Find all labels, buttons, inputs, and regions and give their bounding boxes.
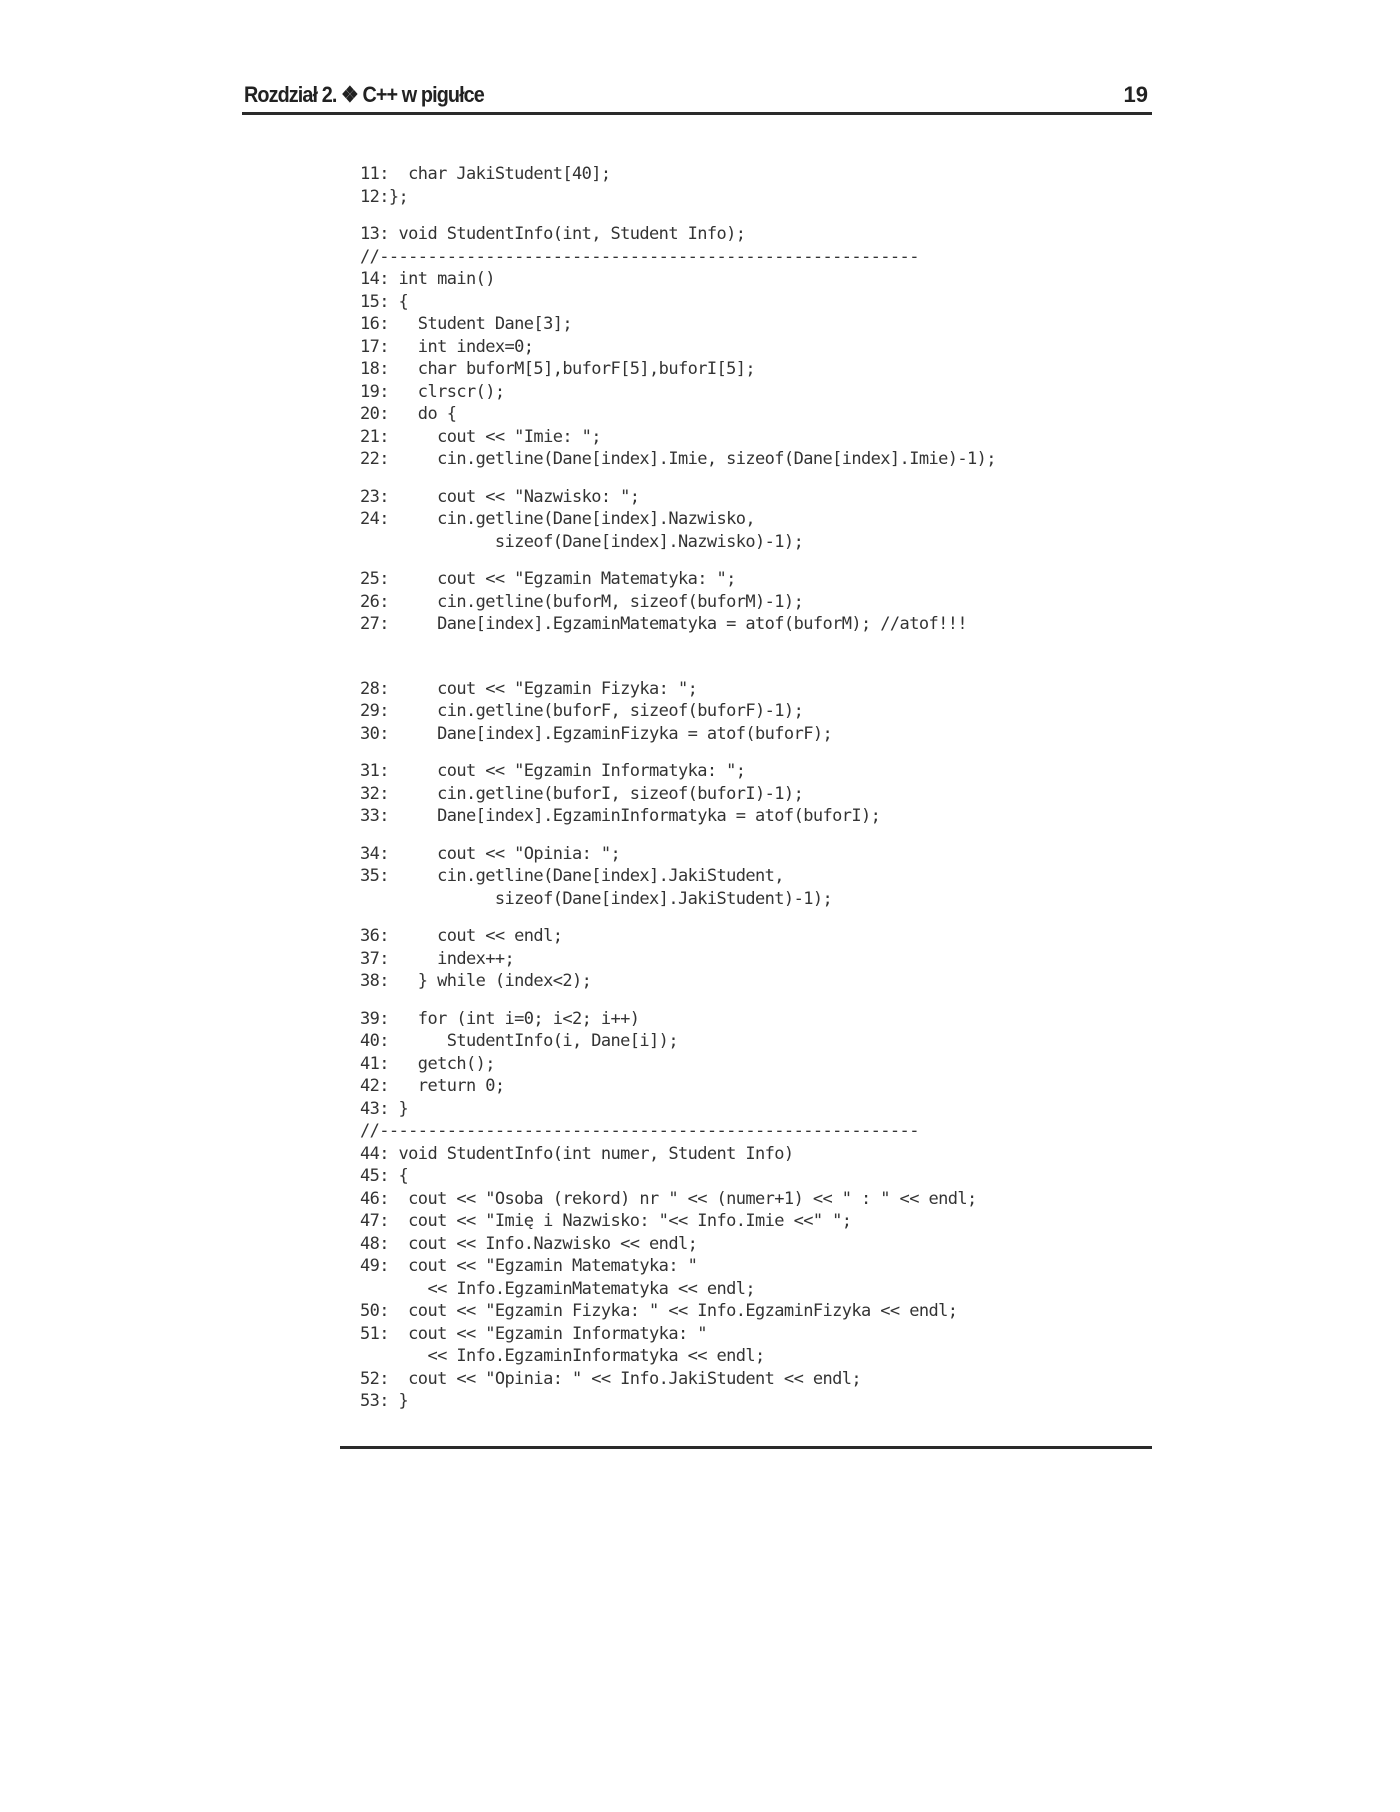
code-line: 29: cin.getline(buforF, sizeof(buforF)-1);	[360, 701, 804, 721]
code-line: 51: cout << "Egzamin Informatyka: "	[360, 1323, 707, 1344]
line-gap	[360, 745, 1160, 760]
code-line: << Info.EgzaminInformatyka << endl;	[360, 1346, 765, 1366]
code-line: 32: cin.getline(buforI, sizeof(buforI)-1);	[360, 783, 804, 804]
code-line: 23: cout << "Nazwisko: ";	[360, 486, 640, 507]
code-line: 14: int main()	[360, 269, 495, 289]
code-line: 45: {	[360, 1166, 409, 1186]
code-line: 40: StudentInfo(i, Dane[i]);	[360, 1031, 678, 1051]
code-line: 19: clrscr();	[360, 381, 505, 402]
code-line: 25: cout << "Egzamin Matematyka: ";	[360, 569, 736, 589]
code-line: 28: cout << "Egzamin Fizyka: ";	[360, 678, 698, 699]
code-line: 21: cout << "Imie: ";	[360, 426, 601, 447]
line-gap	[360, 993, 1160, 1008]
line-gap	[360, 636, 1160, 678]
code-line: 35: cin.getline(Dane[index].JakiStudent,	[360, 866, 784, 886]
code-line: 16: Student Dane[3];	[360, 314, 572, 334]
code-line: 17: int index=0;	[360, 336, 534, 357]
code-line: //--------------------------------------------------------	[360, 1121, 919, 1141]
line-gap	[360, 910, 1160, 925]
code-line: 36: cout << endl;	[360, 926, 563, 946]
code-line: 15: {	[360, 291, 409, 312]
code-line: 38: } while (index<2);	[360, 971, 592, 991]
code-line: 26: cin.getline(buforM, sizeof(buforM)-1);	[360, 591, 804, 612]
line-gap	[360, 553, 1160, 568]
code-line: 46: cout << "Osoba (rekord) nr " << (numer+1) << " : " << endl;	[360, 1188, 977, 1209]
code-line: //--------------------------------------------------------	[360, 246, 919, 267]
code-line: 37: index++;	[360, 948, 515, 969]
code-line: 18: char buforM[5],buforF[5],buforI[5];	[360, 359, 756, 379]
code-line: 39: for (int i=0; i<2; i++)	[360, 1008, 640, 1029]
code-line: 47: cout << "Imię i Nazwisko: "<< Info.Imie <<" ";	[360, 1211, 852, 1231]
code-line: 11: char JakiStudent[40];	[360, 164, 611, 184]
code-line: 52: cout << "Opinia: " << Info.JakiStudent << endl;	[360, 1368, 862, 1389]
code-line: 22: cin.getline(Dane[index].Imie, sizeof(Dane[index].Imie)-1);	[360, 449, 996, 469]
line-gap	[360, 471, 1160, 486]
running-header	[242, 82, 1152, 115]
line-gap	[360, 828, 1160, 843]
code-line: 12:};	[360, 186, 409, 207]
code-line: sizeof(Dane[index].JakiStudent)-1);	[360, 888, 833, 909]
code-line: 34: cout << "Opinia: ";	[360, 843, 621, 864]
code-line: 49: cout << "Egzamin Matematyka: "	[360, 1256, 698, 1276]
code-line: sizeof(Dane[index].Nazwisko)-1);	[360, 531, 804, 552]
listing-bottom-rule	[340, 1446, 1152, 1449]
code-line: 50: cout << "Egzamin Fizyka: " << Info.EgzaminFizyka << endl;	[360, 1301, 958, 1321]
code-line: 27: Dane[index].EgzaminMatematyka = atof(buforM); //atof!!!	[360, 614, 967, 634]
code-line: 31: cout << "Egzamin Informatyka: ";	[360, 761, 746, 781]
code-line: 43: }	[360, 1098, 409, 1119]
code-line: 42: return 0;	[360, 1076, 505, 1096]
code-line: 53: }	[360, 1391, 409, 1411]
code-line: 13: void StudentInfo(int, Student Info);	[360, 224, 746, 244]
code-line: << Info.EgzaminMatematyka << endl;	[360, 1278, 756, 1299]
code-line: 30: Dane[index].EgzaminFizyka = atof(buforF);	[360, 723, 833, 744]
code-line: 44: void StudentInfo(int numer, Student Info)	[360, 1143, 794, 1164]
page-number: 19	[1123, 82, 1148, 107]
line-gap	[360, 208, 1160, 223]
code-line: 41: getch();	[360, 1053, 495, 1074]
code-line: 33: Dane[index].EgzaminInformatyka = atof(buforI);	[360, 806, 881, 826]
code-line: 20: do {	[360, 404, 457, 424]
chapter-title: Rozdział 2. ❖ C++ w pigułce	[244, 82, 484, 107]
code-line: 48: cout << Info.Nazwisko << endl;	[360, 1233, 698, 1254]
code-line: 24: cin.getline(Dane[index].Nazwisko,	[360, 509, 756, 529]
code-listing	[360, 163, 1160, 1413]
